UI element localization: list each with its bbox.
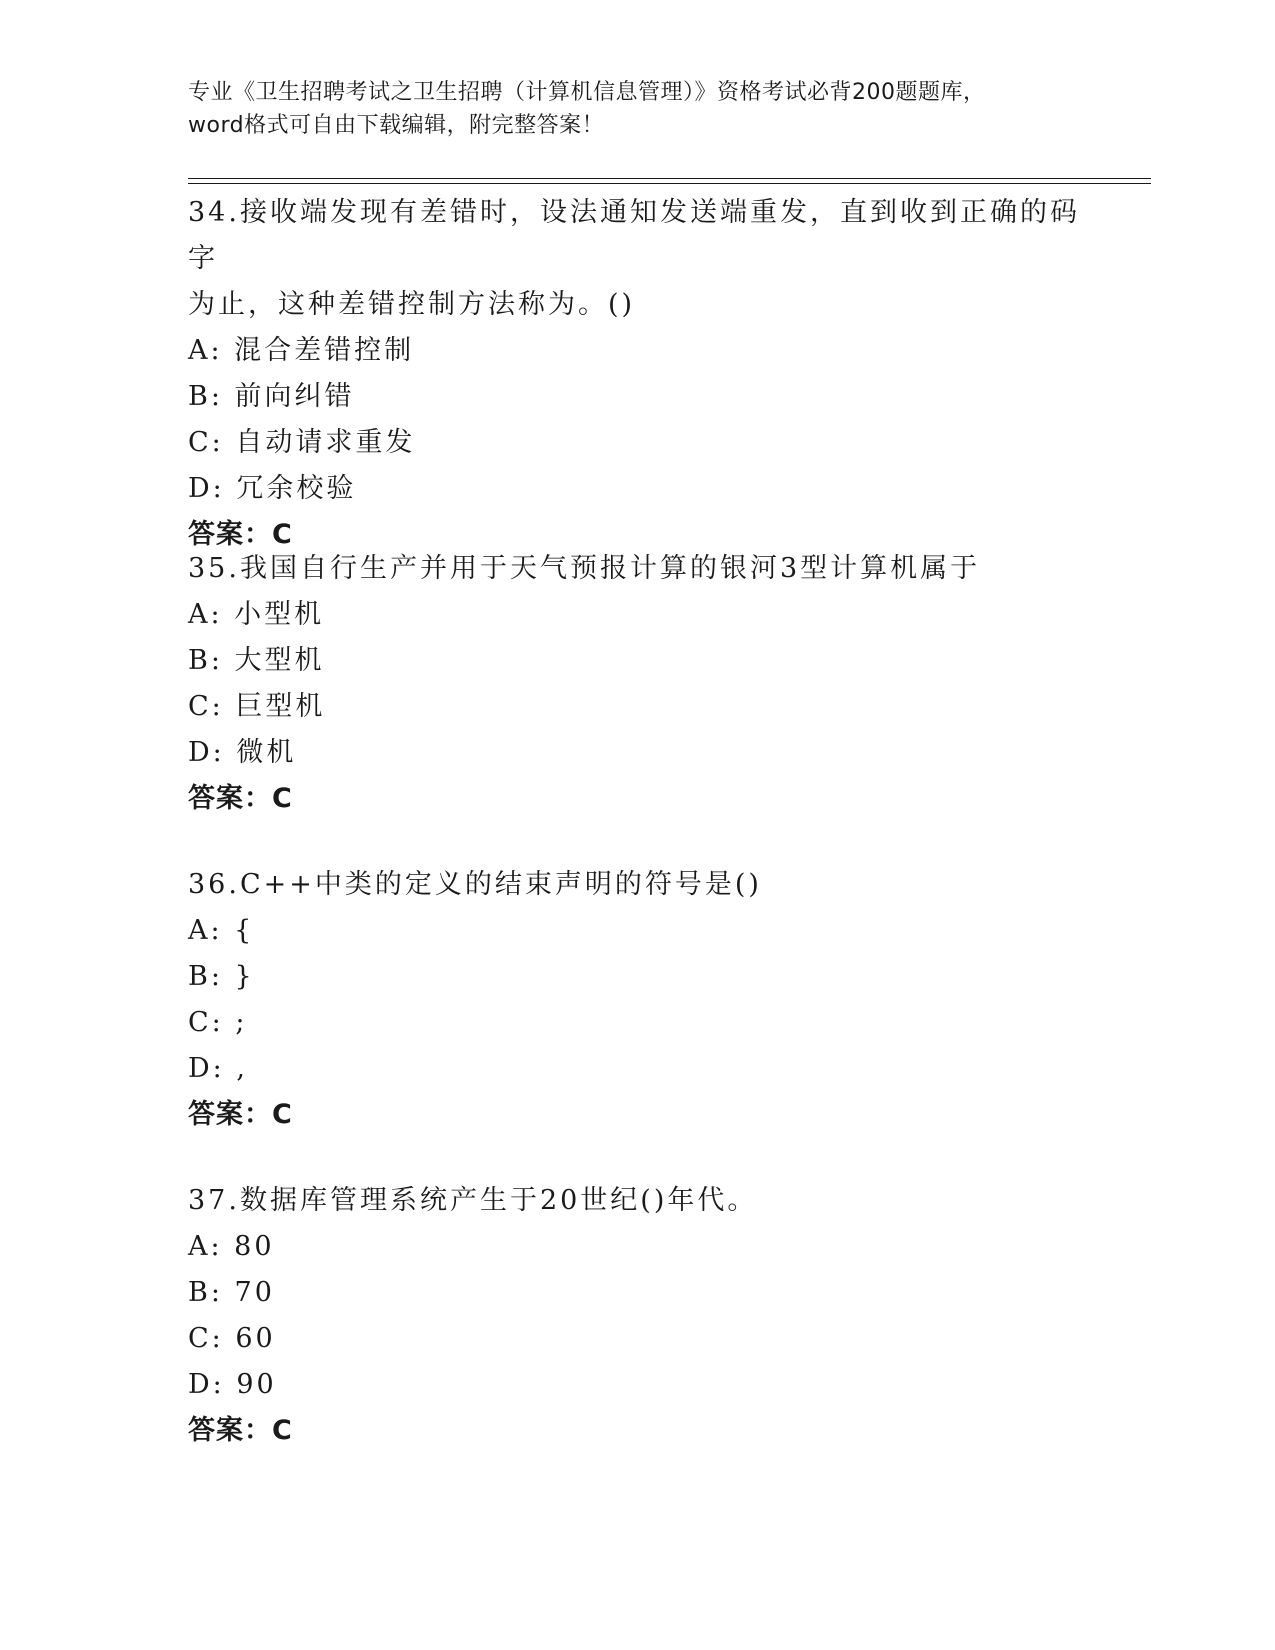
option-b: B: 大型机 <box>188 645 325 676</box>
question-37 <box>188 1178 1088 1454</box>
option-d: D: 微机 <box>188 737 297 768</box>
header-line-2: word格式可自由下载编辑，附完整答案！ <box>188 113 605 138</box>
answer: 答案：C <box>188 783 293 814</box>
option-d: D: 冗余校验 <box>188 473 357 504</box>
header-line-1: 专业《卫生招聘考试之卫生招聘（计算机信息管理）》资格考试必背200题题库， <box>188 80 986 105</box>
answer: 答案：C <box>188 1415 293 1446</box>
document-header <box>188 76 1088 142</box>
option-c: C: 自动请求重发 <box>188 427 416 458</box>
option-c: C: 60 <box>188 1323 276 1354</box>
option-a: A: 小型机 <box>188 599 325 630</box>
header-divider-top <box>188 178 1151 179</box>
question-36 <box>188 862 1088 1138</box>
option-b: B: 前向纠错 <box>188 381 355 412</box>
question-text: 35.我国自行生产并用于天气预报计算的银河3型计算机属于 <box>188 553 981 584</box>
option-d: D: 90 <box>188 1369 277 1400</box>
option-a: A: 混合差错控制 <box>188 335 415 366</box>
answer: 答案：C <box>188 1099 293 1130</box>
option-b: B: } <box>188 961 255 992</box>
question-text: 36.C++中类的定义的结束声明的符号是() <box>188 869 762 900</box>
question-35 <box>188 546 1088 822</box>
option-a: A: { <box>188 915 255 946</box>
answer: 答案：C <box>188 519 293 550</box>
question-text: 37.数据库管理系统产生于20世纪()年代。 <box>188 1185 758 1216</box>
header-divider-bottom <box>188 183 1151 184</box>
question-34 <box>188 190 1088 558</box>
option-c: C: 巨型机 <box>188 691 326 722</box>
question-text-continued: 为止，这种差错控制方法称为。() <box>188 289 636 320</box>
option-c: C: ; <box>188 1007 248 1038</box>
option-d: D: , <box>188 1053 248 1084</box>
option-b: B: 70 <box>188 1277 275 1308</box>
question-text: 34.接收端发现有差错时，设法通知发送端重发，直到收到正确的码字 <box>188 197 1080 274</box>
option-a: A: 80 <box>188 1231 275 1262</box>
